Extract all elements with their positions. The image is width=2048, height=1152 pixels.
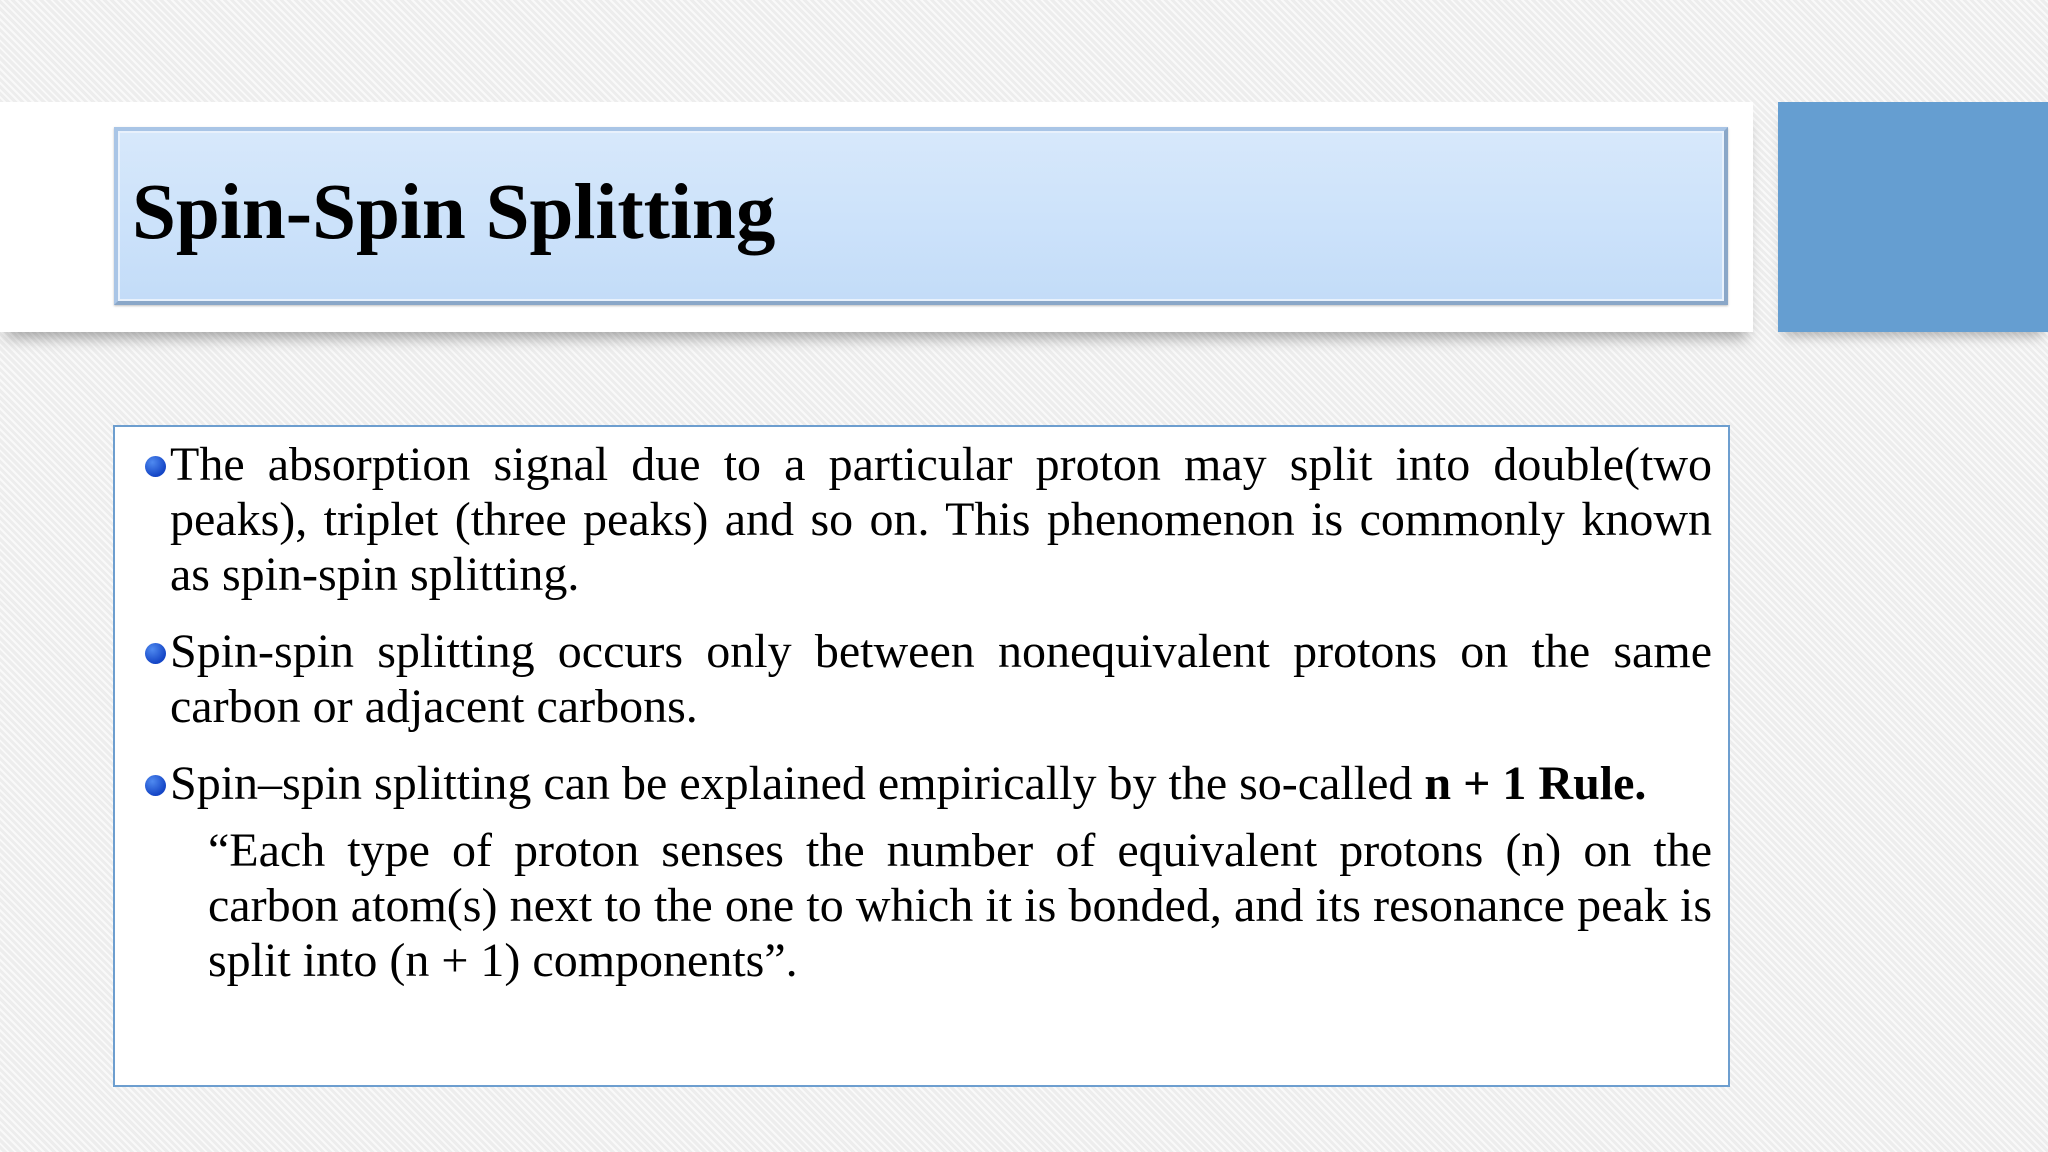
accent-block	[1778, 102, 2048, 332]
bullet-item	[143, 624, 1712, 734]
bullet-dot-icon	[145, 643, 166, 664]
bullet-item	[143, 437, 1712, 602]
bullet-text: The absorption signal due to a particular proton may split into double(two peaks), triplet (three peaks) and so on. This phenomenon is commonly known as spin-spin splitting.	[170, 438, 1712, 601]
bullet-dot-icon	[145, 775, 166, 796]
bullet-text: Spin-spin splitting occurs only between nonequivalent protons on the same carbon or adjacent carbons.	[170, 625, 1712, 733]
rule-name: n + 1 Rule.	[1424, 757, 1647, 810]
slide-title: Spin-Spin Splitting	[132, 169, 776, 256]
title-box	[114, 127, 1728, 305]
content-box	[113, 425, 1730, 1087]
rule-quote: “Each type of proton senses the number of equivalent protons (n) on the carbon atom(s) next to the one to which it is bonded, and its resonance peak is split into (n + 1) components”.	[208, 824, 1712, 987]
bullet-dot-icon	[145, 456, 166, 477]
bullet-item	[143, 756, 1712, 811]
bullet-text: Spin–spin splitting can be explained empirically by the so-called	[170, 757, 1425, 810]
